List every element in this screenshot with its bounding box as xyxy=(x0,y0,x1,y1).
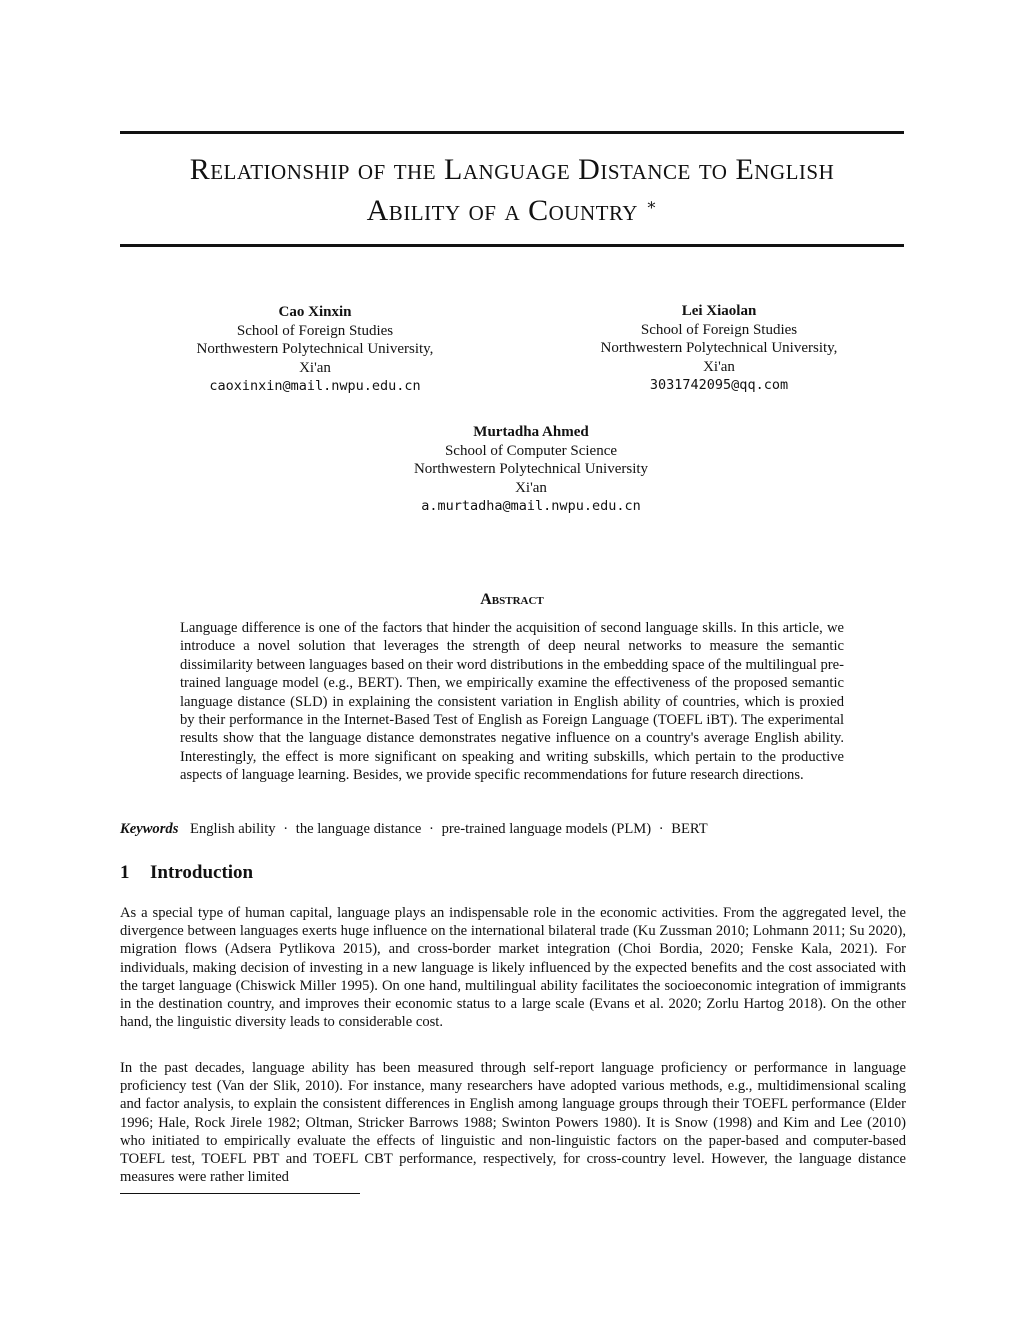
body-paragraph-2: In the past decades, language ability has been measured through self-report language proficiency or performance in language proficiency test (Van der Slik, 2010). For instance, many researchers have adopted various methods, e.g., multidimensional scaling and factor analysis, to explain the consistent differences in English among language groups through their TOEFL performance (Elder 1996; Hale, Rock Jirele 1982; Oltman, Stricker Barrows 1988; Swinton Powers 1980). It is Snow (1998) and Kim and Lee (2010) who initiated to empirically evaluate the effects of linguistic and non-linguistic factors on the paper-based and computer-based TOEFL test, TOEFL PBT and TOEFL CBT performance, respectively, for cross-country level. However, the language distance measures were rather limited xyxy=(120,1060,906,1186)
body-paragraph-1: As a special type of human capital, language plays an indispensable role in the economic activities. From the aggregated level, the divergence between languages exerts huge influence on the international bilateral trade (Ku Zussman 2010; Lohmann 2011; Su 2020), migration flows (Adsera Pytlikova 2015), and cross-border market integration (Choi Bordia, 2020; Fenske Kala, 2021). For individuals, making decision of investing in a new language is likely influenced by the expected benefits and the cost associated with the target language (Chiswick Miller 1995). On one hand, multilingual ability facilitates the socioeconomic integration of immigrants in the destination country, and improves their economic status to a large scale (Evans et al. 2020; Zorlu Hartog 2018). On the other hand, the linguistic diversity leads to considerable cost. xyxy=(120,905,906,1031)
title-top-rule xyxy=(120,131,904,134)
author-email: a.murtadha@mail.nwpu.edu.cn xyxy=(421,498,641,514)
author-email: caoxinxin@mail.nwpu.edu.cn xyxy=(209,378,421,394)
keywords-label: Keywords xyxy=(120,821,179,837)
title-footnote-mark: ∗ xyxy=(645,197,658,214)
author-city: Xi'an xyxy=(515,479,547,496)
abstract-text: Language difference is one of the factors that hinder the acquisition of second language skills. In this article, we introduce a novel solution that leverages the strength of deep neural networks to measure the semantic dissimilarity between languages based on their word distributions in the embedding space of the multilingual pre-trained language model (e.g., BERT). Then, we empirically examine the effectiveness of the proposed semantic language distance (SLD) in explaining the consistent variation in English ability of countries, which is proxied by their performance in the Internet-Based Test of English as Foreign Language (TOEFL iBT). The experimental results show that the language distance demonstrates negative influence on a country's average English ability. Interestingly, the effect is more significant on speaking and writing subskills, which pertain to the productive aspects of language learning. Besides, we provide specific recommendations for future research directions. xyxy=(180,620,844,784)
author-block-3 xyxy=(356,423,706,516)
author-block-2 xyxy=(544,302,894,395)
keyword: the language distance xyxy=(295,821,422,837)
author-city: Xi'an xyxy=(299,359,331,376)
footnote-rule xyxy=(120,1193,360,1194)
title-line-2 xyxy=(120,188,904,229)
author-name: Cao Xinxin xyxy=(278,304,352,320)
keyword: BERT xyxy=(671,821,708,837)
author-dept: School of Foreign Studies xyxy=(640,321,798,338)
title-line-2-text: Ability of a Country xyxy=(366,194,638,227)
author-university: Northwestern Polytechnical University, xyxy=(600,340,838,356)
section-title: Introduction xyxy=(150,862,254,883)
keywords-line xyxy=(120,820,708,838)
keyword: English ability xyxy=(190,821,276,837)
section-number: 1 xyxy=(120,862,130,883)
author-name: Lei Xiaolan xyxy=(681,303,757,319)
title-line-1: Relationship of the Language Distance to English xyxy=(189,153,835,186)
author-university: Northwestern Polytechnical University, xyxy=(196,341,434,357)
paper-title xyxy=(120,152,904,229)
author-dept: School of Computer Science xyxy=(444,442,618,459)
title-bottom-rule xyxy=(120,244,904,247)
keyword-separator: · xyxy=(658,821,664,837)
author-university: Northwestern Polytechnical University xyxy=(413,461,649,477)
author-email: 3031742095@qq.com xyxy=(649,377,789,393)
keyword-separator: · xyxy=(429,821,434,837)
keyword-separator: · xyxy=(283,821,289,837)
author-city: Xi'an xyxy=(703,358,735,375)
keyword: pre-trained language models (PLM) xyxy=(441,821,652,837)
section-heading xyxy=(120,862,253,884)
abstract-heading: Abstract xyxy=(480,591,544,608)
author-block-1 xyxy=(140,303,490,396)
author-dept: School of Foreign Studies xyxy=(236,322,394,339)
author-name: Murtadha Ahmed xyxy=(473,424,589,440)
